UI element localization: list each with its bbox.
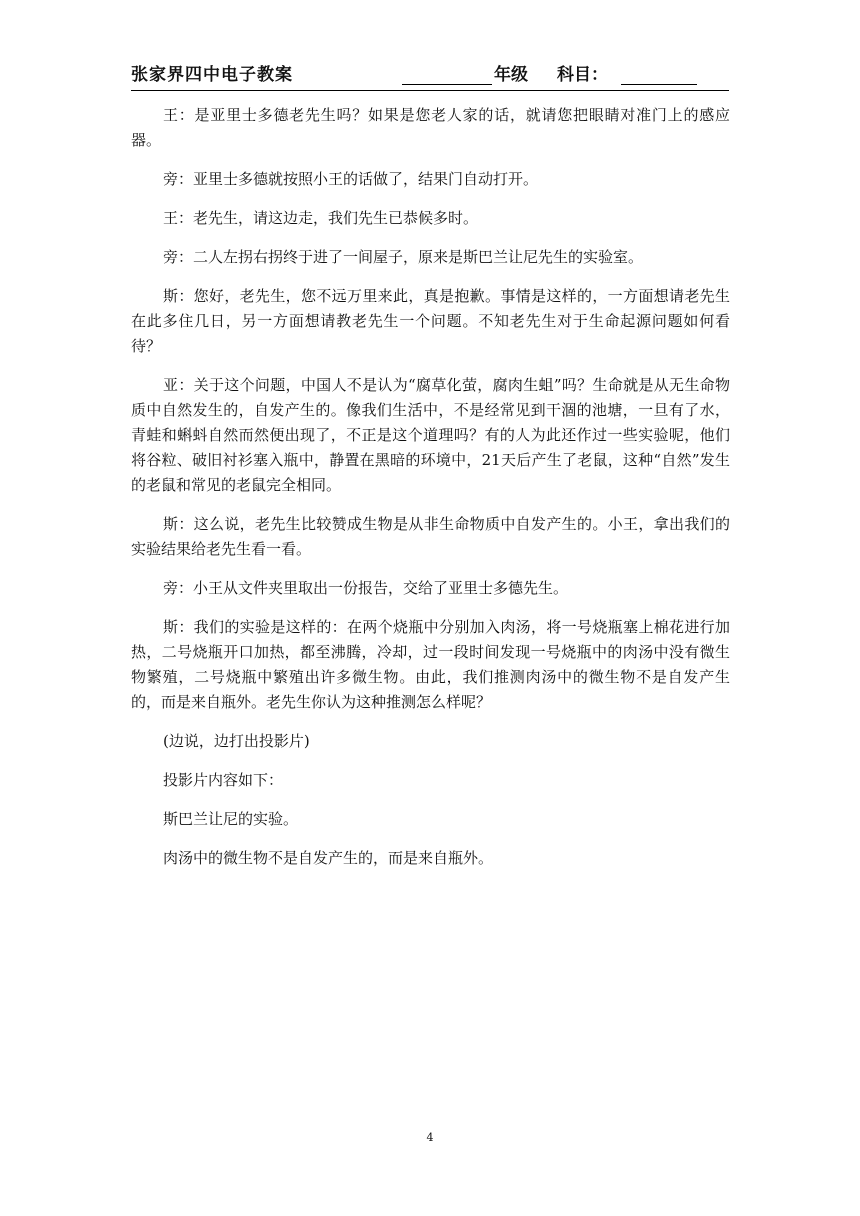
grade-label: 年级 [494, 65, 528, 85]
document-body [131, 103, 730, 885]
school-title: 张家界四中电子教案 [131, 65, 293, 85]
paragraph: 斯：我们的实验是这样的：在两个烧瓶中分别加入肉汤，将一号烧瓶塞上棉花进行加热，二号烧瓶开口加热，都至沸腾，冷却，过一段时间发现一号烧瓶中的肉汤中没有微生物繁殖，二号烧瓶中繁殖出许多微生物。由此，我们推测肉汤中的微生物不是自发产生的，而是来自瓶外。老先生你认为这种推测怎么样呢？ [131, 618, 730, 711]
paragraph: (边说，边打出投影片) [163, 732, 310, 750]
subject-blank-line [621, 64, 697, 85]
subject-label: 科目： [557, 65, 608, 85]
paragraph: 斯：您好，老先生，您不远万里来此，真是抱歉。事情是这样的，一方面想请老先生在此多住几日，另一方面想请教老先生一个问题。不知老先生对于生命起源问题如何看待？ [131, 287, 730, 355]
paragraph: 旁：亚里士多德就按照小王的话做了，结果门自动打开。 [163, 170, 539, 188]
paragraph: 投影片内容如下： [163, 771, 284, 789]
paragraph: 肉汤中的微生物不是自发产生的，而是来自瓶外。 [163, 849, 494, 867]
page-header [131, 64, 729, 91]
paragraph: 王：老先生，请这边走，我们先生已恭候多时。 [163, 209, 479, 227]
paragraph: 王：是亚里士多德老先生吗？如果是您老人家的话，就请您把眼睛对准门上的感应器。 [131, 106, 730, 149]
grade-blank-line [402, 64, 492, 85]
paragraph: 亚：关于这个问题，中国人不是认为“腐草化萤，腐肉生蛆”吗？生命就是从无生命物质中自然发生的，自发产生的。像我们生活中，不是经常见到干涸的池塘，一旦有了水，青蛙和蝌蚪自然而然便出现了，不正是这个道理吗？有的人为此还作过一些实验呢，他们将谷粒、破旧衬衫塞入瓶中，静置在黑暗的环境中，21天后产生了老鼠，这种“自然”发生的老鼠和常见的老鼠完全相同。 [131, 376, 730, 494]
paragraph: 斯：这么说，老先生比较赞成生物是从非生命物质中自发产生的。小王，拿出我们的实验结果给老先生看一看。 [131, 515, 730, 558]
paragraph: 斯巴兰让尼的实验。 [163, 810, 299, 828]
page-number: 4 [426, 1131, 434, 1144]
paragraph: 旁：小王从文件夹里取出一份报告，交给了亚里士多德先生。 [163, 579, 569, 597]
paragraph: 旁：二人左拐右拐终于进了一间屋子，原来是斯巴兰让尼先生的实验室。 [163, 248, 644, 266]
